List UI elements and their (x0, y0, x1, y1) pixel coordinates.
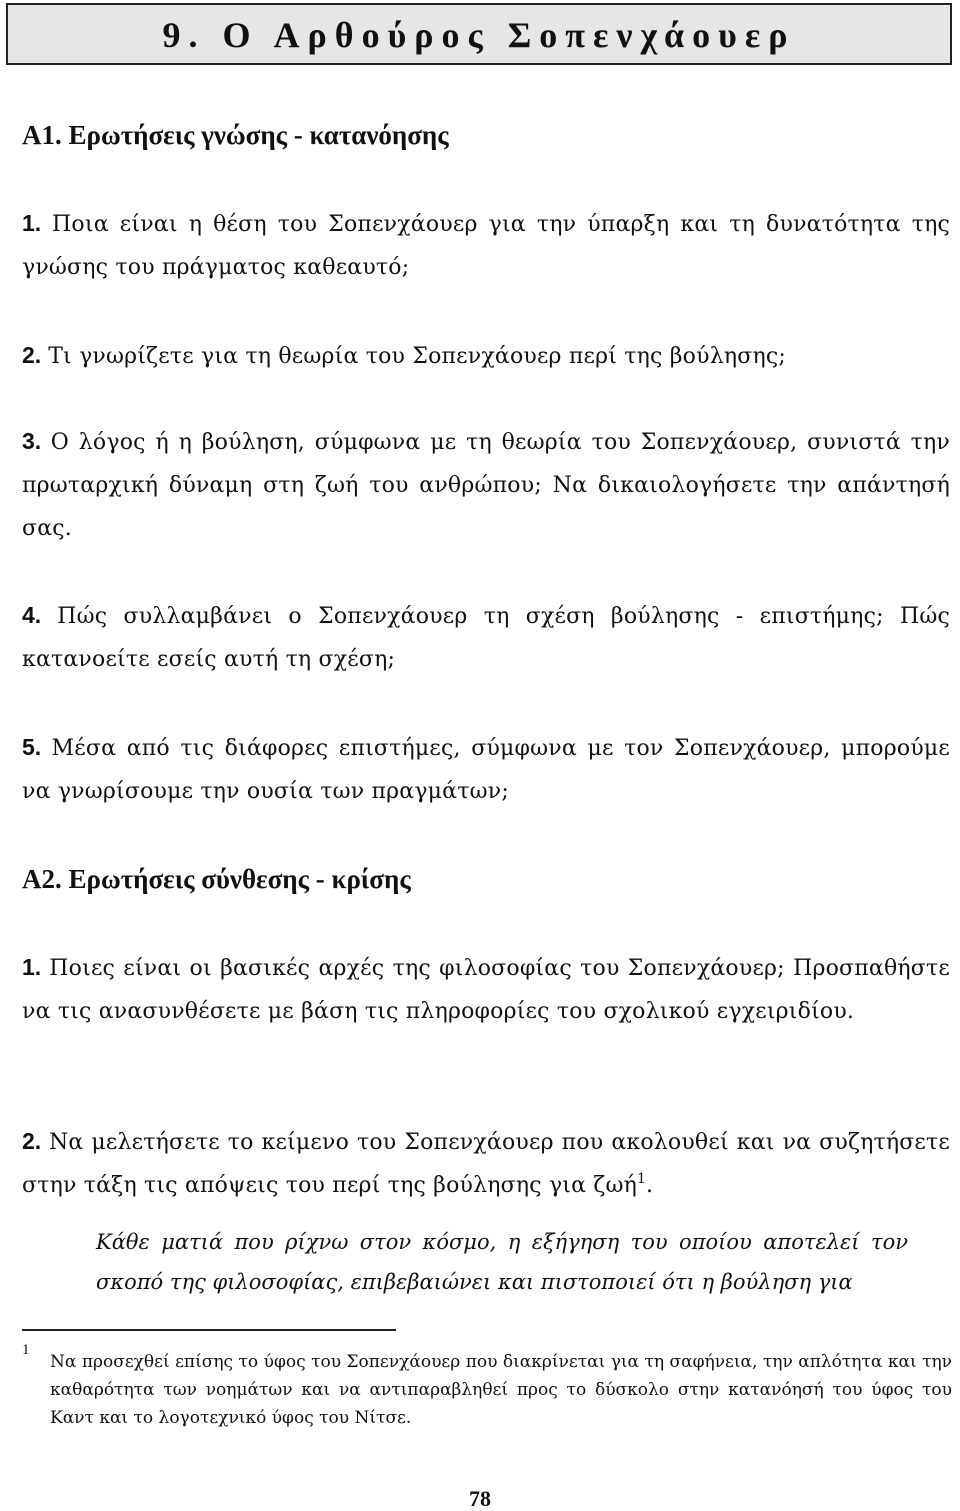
footnote-separator (22, 1329, 396, 1331)
quoted-passage: Κάθε ματιά που ρίχνω στον κόσμο, η εξήγηση του οποίου αποτελεί τον σκοπό της φιλοσοφίας, επιβεβαιώνει και πιστοποιεί ότι η βούληση για (96, 1230, 908, 1294)
question-text: Τι γνωρίζετε για τη θεωρία του Σοπενχάουερ περί της βούλησης; (48, 344, 786, 369)
question-text: Μέσα από τις διάφορες επιστήμες, σύμφωνα με τον Σοπενχάουερ, μπορούμε να γνωρίσουμε την ουσία των πραγμάτων; (22, 736, 951, 804)
question-text: Να μελετήσετε το κείμενο του Σοπενχάουερ που ακολουθεί και να συζητήσετε στην τάξη τις απόψεις του περί της βούλησης για ζωή (22, 1130, 950, 1198)
question-number: 1. (22, 954, 42, 980)
question-a1-1 (22, 202, 950, 289)
chapter-title: 9. Ο Αρθούρος Σοπενχάουερ (162, 15, 796, 55)
footnote-reference[interactable]: 1 (637, 1171, 646, 1187)
question-number: 1. (22, 210, 42, 236)
question-a1-4 (22, 594, 950, 681)
question-a1-2 (22, 334, 950, 378)
question-a1-3 (22, 420, 950, 550)
question-a2-1 (22, 946, 950, 1033)
question-number: 5. (22, 734, 42, 760)
question-number: 2. (22, 342, 42, 368)
section-heading-a2: Α2. Ερωτήσεις σύνθεσης - κρίσης (22, 864, 411, 894)
page-number: 78 (469, 1486, 491, 1511)
question-a1-5 (22, 726, 950, 813)
question-number: 2. (22, 1128, 42, 1154)
question-text: Ποια είναι η θέση του Σοπενχάουερ για την ύπαρξη και τη δυνατότητα της γνώσης του πράγματος καθεαυτό; (22, 212, 950, 280)
section-heading-a1: Α1. Ερωτήσεις γνώσης - κατανόησης (22, 120, 449, 150)
question-text: Πώς συλλαμβάνει ο Σοπενχάουερ τη σχέση βούλησης - επιστήμης; Πώς κατανοείτε εσείς αυτή τη σχέση; (22, 604, 950, 672)
chapter-title-box (6, 3, 952, 65)
question-number: 3. (22, 428, 42, 454)
question-text: Ποιες είναι οι βασικές αρχές της φιλοσοφίας του Σοπενχάουερ; Προσπαθήστε να τις ανασυνθέσετε με βάση τις πληροφορίες του σχολικού εγχειριδίου. (22, 956, 950, 1024)
question-text: Ο λόγος ή η βούληση, σύμφωνα με τη θεωρία του Σοπενχάουερ, συνιστά την πρωταρχική δύναμη στη ζωή του ανθρώπου; Να δικαιολογήσετε την απάντησή σας. (22, 430, 950, 541)
footnote-text: Να προσεχθεί επίσης το ύφος του Σοπενχάουερ που διακρίνεται για τη σαφήνεια, την απλότητα και την καθαρότητα των νοημάτων και να αντιπαραβληθεί προς το δύσκολο στην κατανόησή του ύφος του Καντ και το λογοτεχνικό ύφος του Νίτσε. (50, 1352, 952, 1428)
question-number: 4. (22, 602, 42, 628)
footnote-marker: 1 (22, 1342, 30, 1358)
question-a2-2 (22, 1120, 950, 1207)
question-trailing-punctuation: . (645, 1173, 653, 1198)
